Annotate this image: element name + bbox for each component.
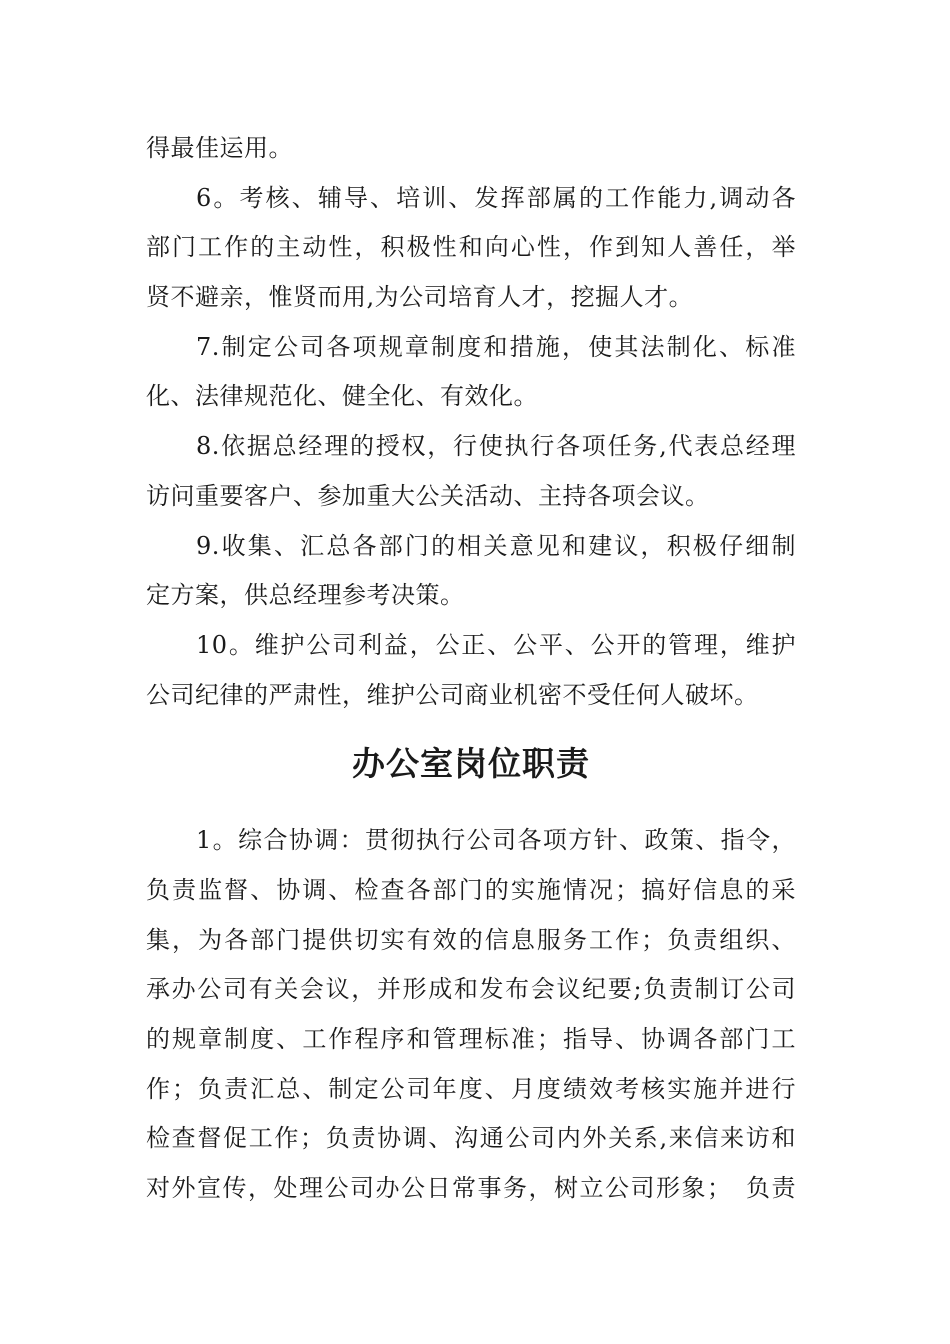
body-text-after-heading xyxy=(146,816,796,1214)
text-line: 访问重要客户、参加重大公关活动、主持各项会议。 xyxy=(146,481,710,510)
text-line: 1。综合协调：贯彻执行公司各项方针、政策、指令， xyxy=(196,826,796,855)
text-line: 贤不避亲，惟贤而用,为公司培育人才，挖掘人才。 xyxy=(146,283,694,312)
document-page xyxy=(146,124,796,1214)
text-line: 检查督促工作；负责协调、沟通公司内外关系,来信来访和 xyxy=(146,1124,796,1153)
text-line: 公司纪律的严肃性，维护公司商业机密不受任何人破坏。 xyxy=(146,680,759,709)
text-line: 负责监督、协调、检查各部门的实施情况；搞好信息的采 xyxy=(146,875,796,904)
text-line: 7.制定公司各项规章制度和措施，使其法制化、标准 xyxy=(196,332,796,361)
text-line: 集，为各部门提供切实有效的信息服务工作；负责组织、 xyxy=(146,925,796,954)
body-text-before-heading xyxy=(146,124,796,720)
text-line: 10。维护公司利益，公正、公平、公开的管理，维护 xyxy=(196,630,796,659)
text-line: 定方案，供总经理参考决策。 xyxy=(146,581,465,610)
text-line: 的规章制度、工作程序和管理标准；指导、协调各部门工 xyxy=(146,1025,796,1053)
text-line: 8.依据总经理的授权，行使执行各项任务,代表总经理 xyxy=(196,432,796,461)
text-line: 得最佳运用。 xyxy=(146,134,293,162)
text-line: 6。考核、辅导、培训、发挥部属的工作能力,调动各 xyxy=(196,183,796,212)
text-line: 作；负责汇总、制定公司年度、月度绩效考核实施并进行 xyxy=(146,1074,796,1103)
text-line: 9.收集、汇总各部门的相关意见和建议，积极仔细制 xyxy=(196,531,796,560)
section-heading: 办公室岗位职责 xyxy=(352,744,590,784)
text-line: 部门工作的主动性，积极性和向心性，作到知人善任，举 xyxy=(146,233,796,262)
text-line: 化、法律规范化、健全化、有效化。 xyxy=(146,382,538,411)
text-line: 对外宣传，处理公司办公日常事务，树立公司形象； 负责 xyxy=(146,1174,796,1203)
text-line: 承办公司有关会议，并形成和发布会议纪要;负责制订公司 xyxy=(146,975,796,1004)
